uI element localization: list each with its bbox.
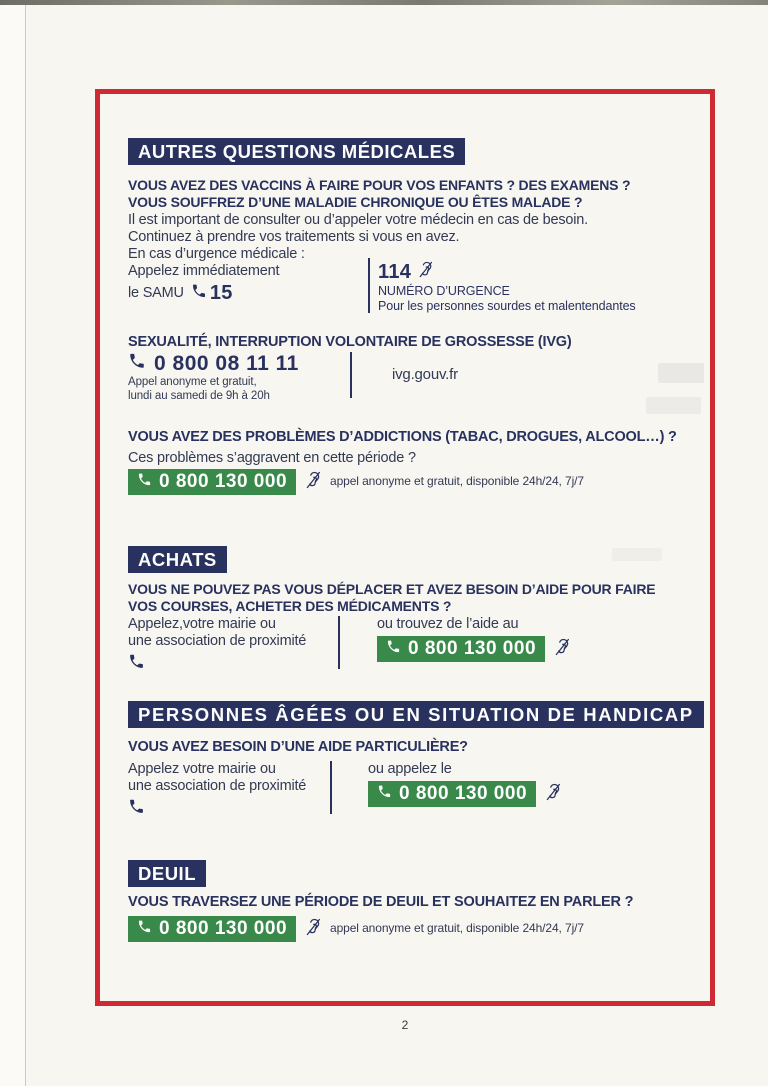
achats-left-line2: une association de proximité: [128, 633, 307, 649]
deaf-icon: [304, 471, 322, 494]
handicap-phone-number: 0 800 130 000: [399, 783, 528, 804]
medical-body-line1: Il est important de consulter ou d’appeler votre médecin en cas de besoin.: [128, 212, 588, 228]
achats-phone-pill: [377, 636, 545, 662]
samu-line1: Appelez immédiatement: [128, 263, 280, 279]
column-divider: [338, 616, 340, 669]
achats-right-label: ou trouvez de l’aide au: [377, 616, 519, 632]
section-title-achats: ACHATS: [128, 546, 227, 573]
addictions-heading: VOUS AVEZ DES PROBLÈMES D’ADDICTIONS (TABAC, DROGUES, ALCOOL…) ?: [128, 429, 677, 445]
achats-question: [128, 581, 655, 614]
deaf-icon: [417, 261, 434, 283]
handicap-right-label: ou appelez le: [368, 761, 452, 777]
samu-block: [128, 263, 279, 304]
deuil-phone-number: 0 800 130 000: [159, 918, 288, 939]
phone-icon: [377, 783, 392, 804]
page-number: 2: [401, 1018, 409, 1032]
achats-left-column: [128, 616, 306, 675]
phone-icon: [137, 471, 152, 492]
ivg-heading: SEXUALITÉ, INTERRUPTION VOLONTAIRE DE GROSSESSE (IVG): [128, 334, 572, 350]
deuil-phone-row: [128, 916, 584, 942]
handicap-right-column: [368, 761, 562, 807]
ivg-website: ivg.gouv.fr: [392, 366, 458, 383]
deuil-phone-pill: [128, 916, 296, 942]
phone-icon: [386, 638, 401, 659]
bleedthrough-artifact: [612, 548, 662, 561]
ivg-note-line2: lundi au samedi de 9h à 20h: [128, 389, 270, 402]
column-divider: [350, 352, 352, 398]
ivg-phone-note: [128, 376, 270, 403]
section-title-medical: AUTRES QUESTIONS MÉDICALES: [128, 138, 465, 165]
achats-right-column: [377, 616, 571, 662]
handicap-left-column: [128, 761, 306, 820]
samu-line2-prefix: le SAMU: [128, 284, 184, 301]
section-title-deuil: DEUIL: [128, 860, 206, 887]
deaf-icon: [544, 783, 562, 806]
medical-question-line1: VOUS AVEZ DES VACCINS À FAIRE POUR VOS ENFANTS ? DES EXAMENS ?: [128, 177, 631, 193]
addictions-phone-pill: [128, 469, 296, 495]
deaf-icon: [304, 918, 322, 941]
addictions-sub: Ces problèmes s’aggravent en cette période ?: [128, 450, 416, 466]
handicap-left-line1: Appelez votre mairie ou: [128, 761, 276, 777]
emergency-114-block: [378, 261, 636, 314]
handicap-phone-pill: [368, 781, 536, 807]
scanner-edge-artifact: [0, 0, 768, 5]
column-divider: [330, 761, 332, 814]
medical-question-line2: VOUS SOUFFREZ D’UNE MALADIE CHRONIQUE OU ÊTES MALADE ?: [128, 193, 583, 210]
achats-question-line2: VOS COURSES, ACHETER DES MÉDICAMENTS ?: [128, 597, 452, 614]
deuil-question: VOUS TRAVERSEZ UNE PÉRIODE DE DEUIL ET SOUHAITEZ EN PARLER ?: [128, 894, 634, 910]
handicap-question: VOUS AVEZ BESOIN D’UNE AIDE PARTICULIÈRE?: [128, 739, 468, 755]
samu-number: 15: [209, 282, 233, 304]
bleedthrough-artifact: [646, 397, 701, 414]
deaf-icon: [553, 638, 571, 661]
deuil-phone-note: appel anonyme et gratuit, disponible 24h/24, 7j/7: [330, 921, 584, 936]
medical-body-line2: Continuez à prendre vos traitements si vous en avez.: [128, 229, 460, 245]
section-title-handicap: PERSONNES ÂGÉES OU EN SITUATION DE HANDICAP: [128, 701, 704, 728]
phone-icon: [191, 283, 207, 304]
phone-icon: [128, 653, 145, 675]
phone-icon: [128, 798, 145, 820]
achats-question-line1: VOUS NE POUVEZ PAS VOUS DÉPLACER ET AVEZ BESOIN D’AIDE POUR FAIRE: [128, 581, 656, 597]
medical-question: [128, 177, 630, 210]
emergency-114-label: NUMÉRO D’URGENCE: [378, 284, 510, 298]
ivg-phone-number: 0 800 08 11 11: [154, 352, 299, 375]
achats-left-line1: Appelez,votre mairie ou: [128, 616, 276, 632]
emergency-114-sub: Pour les personnes sourdes et malentendantes: [378, 299, 636, 313]
phone-icon: [137, 918, 152, 939]
bleedthrough-artifact: [658, 363, 704, 383]
handicap-left-line2: une association de proximité: [128, 778, 307, 794]
scan-left-margin: [0, 5, 26, 1086]
emergency-number-114: 114: [378, 261, 412, 283]
phone-icon: [128, 352, 146, 375]
addictions-phone-number: 0 800 130 000: [159, 471, 288, 492]
column-divider: [368, 258, 370, 313]
ivg-note-line1: Appel anonyme et gratuit,: [128, 376, 257, 388]
addictions-phone-row: [128, 469, 584, 495]
achats-phone-number: 0 800 130 000: [408, 638, 537, 659]
ivg-phone-row: [128, 352, 299, 375]
medical-body: [128, 212, 588, 263]
medical-body-line3: En cas d’urgence médicale :: [128, 246, 305, 262]
addictions-phone-note: appel anonyme et gratuit, disponible 24h/24, 7j/7: [330, 474, 584, 489]
